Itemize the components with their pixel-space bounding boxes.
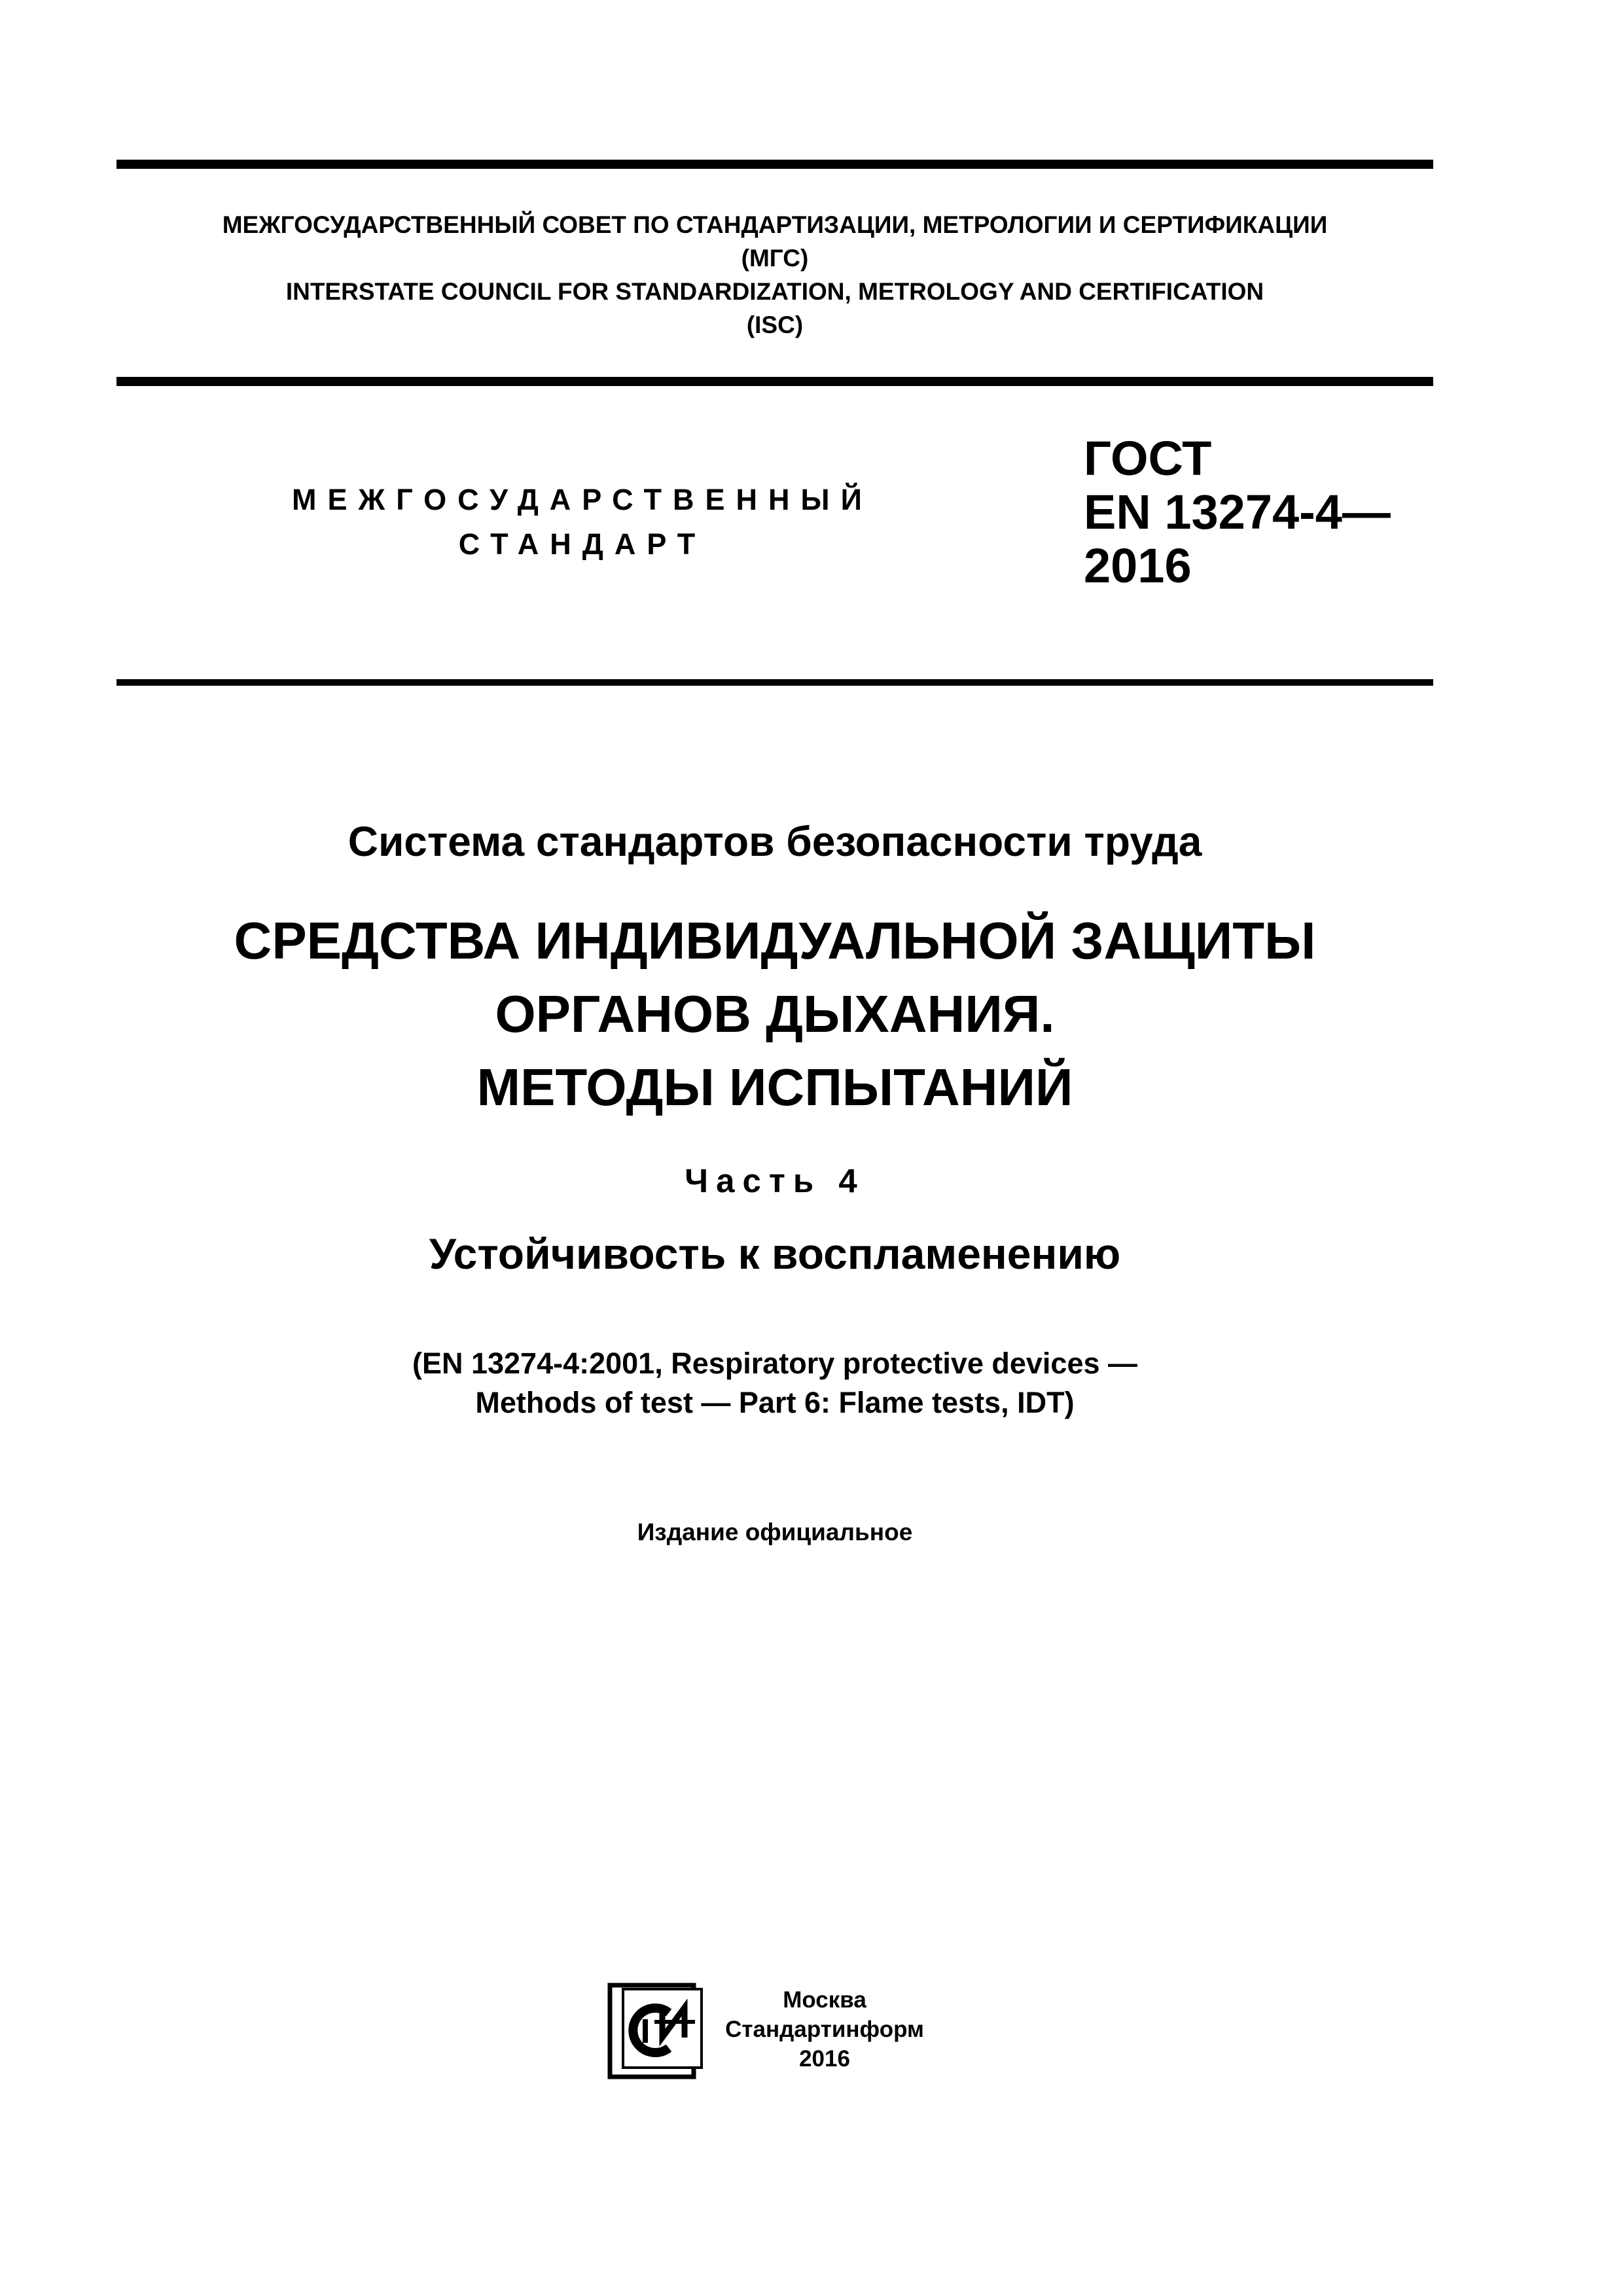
edition-label: Издание официальное <box>637 1519 913 1545</box>
designation-divider <box>116 679 1433 686</box>
designation-prefix: ГОСТ <box>1084 431 1212 486</box>
standard-type <box>190 478 975 567</box>
publisher-city: Москва <box>783 1987 866 2013</box>
part-title: Устойчивость к воспламенению <box>429 1229 1121 1278</box>
council-abbr-ru: (МГС) <box>741 245 809 272</box>
header-divider <box>116 377 1433 386</box>
main-title-line-1: СРЕДСТВА ИНДИВИДУАЛЬНОЙ ЗАЩИТЫ <box>234 911 1316 970</box>
standard-type-line-1: МЕЖГОСУДАРСТВЕННЫЙ <box>292 483 873 516</box>
designation-number: EN 13274-4— <box>1084 485 1391 539</box>
standard-designation <box>1084 432 1391 593</box>
standartinform-logo-icon <box>607 1983 707 2082</box>
main-title-line-2: ОРГАНОВ ДЫХАНИЯ. <box>495 985 1055 1043</box>
publisher-name: Стандартинформ <box>725 2017 924 2042</box>
en-reference-line-2: Methods of test — Part 6: Flame tests, IDT) <box>475 1386 1075 1419</box>
council-name-ru: МЕЖГОСУДАРСТВЕННЫЙ СОВЕТ ПО СТАНДАРТИЗАЦИИ, МЕТРОЛОГИИ И СЕРТИФИКАЦИИ <box>222 211 1328 238</box>
council-abbr-en: (ISC) <box>746 311 804 338</box>
top-divider <box>116 160 1433 169</box>
publisher-imprint <box>713 1985 936 2074</box>
system-title: Система стандартов безопасности труда <box>348 818 1202 865</box>
publisher-year: 2016 <box>799 2046 850 2072</box>
en-reference-line-1: (EN 13274-4:2001, Respiratory protective devices — <box>412 1347 1138 1380</box>
part-label: Часть 4 <box>685 1162 865 1199</box>
standard-type-line-2: СТАНДАРТ <box>458 527 707 561</box>
council-header <box>116 208 1433 342</box>
council-name-en: INTERSTATE COUNCIL FOR STANDARDIZATION, METROLOGY AND CERTIFICATION <box>285 278 1264 305</box>
en-reference <box>116 1344 1433 1422</box>
designation-year: 2016 <box>1084 539 1192 593</box>
main-title <box>116 904 1433 1124</box>
main-title-line-3: МЕТОДЫ ИСПЫТАНИЙ <box>476 1058 1073 1116</box>
